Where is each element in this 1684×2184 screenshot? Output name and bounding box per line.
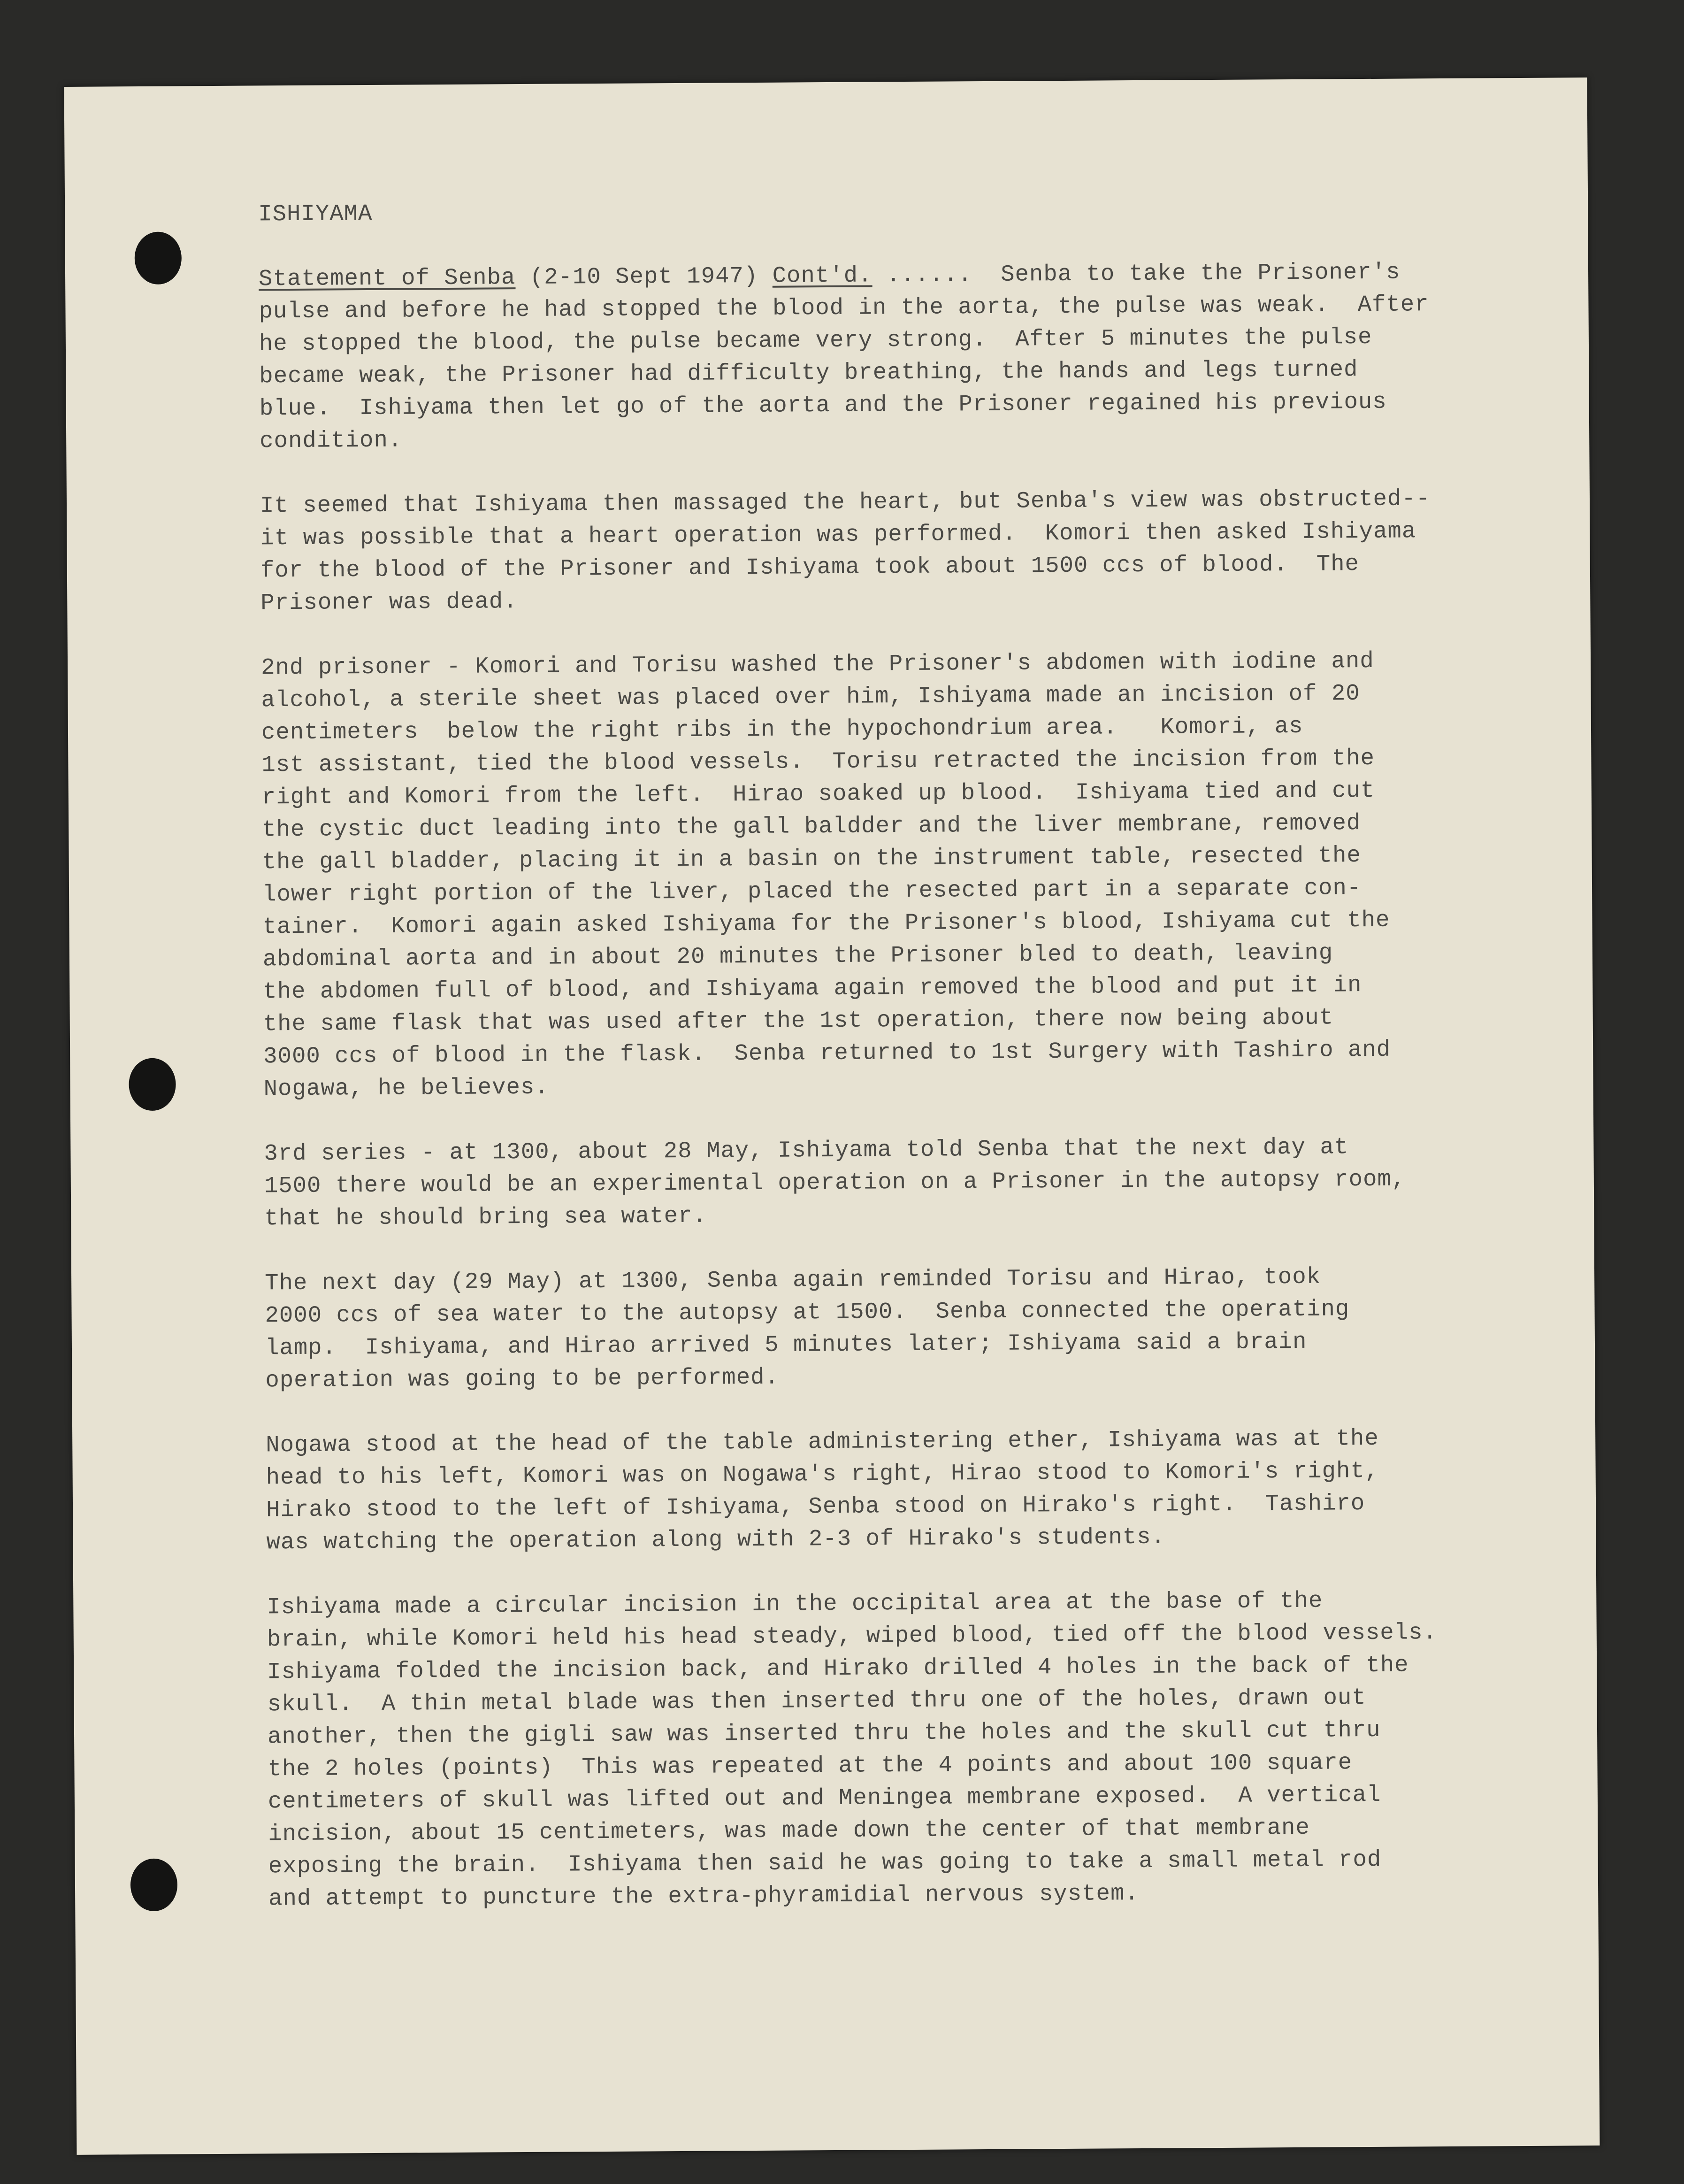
text-line: 2000 ccs of sea water to the autopsy at 1500. Senba connected the operating <box>265 1296 1350 1329</box>
paragraph <box>260 482 1566 619</box>
paragraph <box>267 1583 1573 1915</box>
text-line: Ishiyama made a circular incision in the occipital area at the base of the <box>267 1587 1323 1621</box>
text-line: 2nd prisoner - Komori and Torisu washed the Prisoner's abdomen with iodine and <box>260 647 1374 681</box>
paragraph <box>265 1259 1570 1397</box>
text-line: operation was going to be performed. <box>265 1364 780 1394</box>
text-line: Nogawa stood at the head of the table administering ether, Ishiyama was at the <box>266 1425 1379 1459</box>
text-line: was watching the operation along with 2-3 of Hirako's students. <box>266 1523 1166 1556</box>
text-line: blue. Ishiyama then let go of the aorta and the Prisoner regained his previous <box>259 388 1387 422</box>
statement-title: Statement of Senba <box>258 264 516 292</box>
paragraph <box>259 255 1564 457</box>
text-line: centimeters of skull was lifted out and Meningea membrane exposed. A vertical <box>268 1781 1381 1815</box>
text-line: incision, about 15 centimeters, was made down the center of that membrane <box>268 1814 1310 1847</box>
text-line: that he should bring sea water. <box>264 1202 707 1232</box>
text-line: abdominal aorta and in about 20 minutes the Prisoner bled to death, leaving <box>262 939 1333 973</box>
text-line: Ishiyama folded the incision back, and Hirako drilled 4 holes in the back of the <box>267 1652 1409 1685</box>
text-line: It seemed that Ishiyama then massaged the heart, but Senba's view was obstructed-- <box>260 485 1431 519</box>
text-line: tainer. Komori again asked Ishiyama for the Prisoner's blood, Ishiyama cut the <box>262 907 1390 940</box>
paragraph <box>266 1421 1571 1559</box>
punch-hole-top <box>134 231 182 285</box>
text-line: it was possible that a heart operation was performed. Komori then asked Ishiyama <box>260 518 1416 552</box>
text-line: the same flask that was used after the 1st operation, there now being about <box>263 1004 1334 1038</box>
text-line: pulse and before he had stopped the blood in the aorta, the pulse was weak. After <box>259 291 1429 325</box>
paragraph <box>261 644 1569 1105</box>
text-line: the abdomen full of blood, and Ishiyama again removed the blood and put it in <box>263 972 1362 1005</box>
text-line: 1500 there would be an experimental operation on a Prisoner in the autopsy room, <box>264 1166 1406 1200</box>
text-line: 3rd series - at 1300, about 28 May, Ishiyama told Senba that the next day at <box>264 1134 1349 1167</box>
text-line: right and Komori from the left. Hirao soaked up blood. Ishiyama tied and cut <box>261 777 1375 811</box>
statement-contd: Cont'd. <box>772 262 873 289</box>
text-line: 1st assistant, tied the blood vessels. Torisu retracted the incision from the <box>261 745 1375 778</box>
text-line: exposing the brain. Ishiyama then said he was going to take a small metal rod <box>268 1846 1382 1880</box>
text-line: skull. A thin metal blade was then inserted thru one of the holes, drawn out <box>267 1684 1366 1718</box>
text-line: alcohol, a sterile sheet was placed over him, Ishiyama made an incision of 20 <box>261 680 1360 714</box>
text-line: Prisoner was dead. <box>260 588 518 616</box>
text-line: brain, while Komori held his head steady, wiped blood, tied off the blood vessels. <box>267 1619 1438 1653</box>
text-line: head to his left, Komori was on Nogawa's right, Hirao stood to Komori's right, <box>266 1457 1379 1491</box>
text-line: lower right portion of the liver, placed the resected part in a separate con- <box>262 875 1362 908</box>
text-line: and attempt to puncture the extra-phyramidial nervous system. <box>268 1880 1139 1912</box>
text-line: The next day (29 May) at 1300, Senba again reminded Torisu and Hirao, took <box>264 1263 1321 1297</box>
text-line: lamp. Ishiyama, and Hirao arrived 5 minutes later; Ishiyama said a brain <box>265 1328 1307 1361</box>
text-line: the 2 holes (points) This was repeated at the 4 points and about 100 square <box>268 1749 1353 1783</box>
text-line: ...... Senba to take the Prisoner's <box>872 259 1401 289</box>
text-line: centimeters below the right ribs in the hypochondrium area. Komori, as <box>261 713 1303 746</box>
document-page <box>64 77 1600 2155</box>
statement-date: (2-10 Sept 1947) <box>529 262 758 291</box>
text-line: became weak, the Prisoner had difficulty breathing, the hands and legs turned <box>259 356 1358 390</box>
page-header: ISHIYAMA <box>258 200 373 228</box>
paragraph <box>264 1130 1569 1235</box>
text-line: Nogawa, he believes. <box>263 1074 549 1102</box>
text-line: the gall bladder, placing it in a basin on the instrument table, resected the <box>262 842 1361 876</box>
typed-text <box>258 190 1573 1915</box>
text-line: 3000 ccs of blood in the flask. Senba returned to 1st Surgery with Tashiro and <box>263 1036 1391 1070</box>
text-line: the cystic duct leading into the gall baldder and the liver membrane, removed <box>262 810 1361 843</box>
text-line: another, then the gigli saw was inserted thru the holes and the skull cut thru <box>267 1716 1381 1750</box>
punch-hole-bottom <box>130 1859 178 1912</box>
text-line: Hirako stood to the left of Ishiyama, Senba stood on Hirako's right. Tashiro <box>266 1490 1365 1523</box>
text-line: he stopped the blood, the pulse became very strong. After 5 minutes the pulse <box>259 323 1372 357</box>
text-line: for the blood of the Prisoner and Ishiyama took about 1500 ccs of blood. The <box>260 551 1360 584</box>
text-line: condition. <box>260 427 403 454</box>
punch-hole-middle <box>129 1058 176 1111</box>
